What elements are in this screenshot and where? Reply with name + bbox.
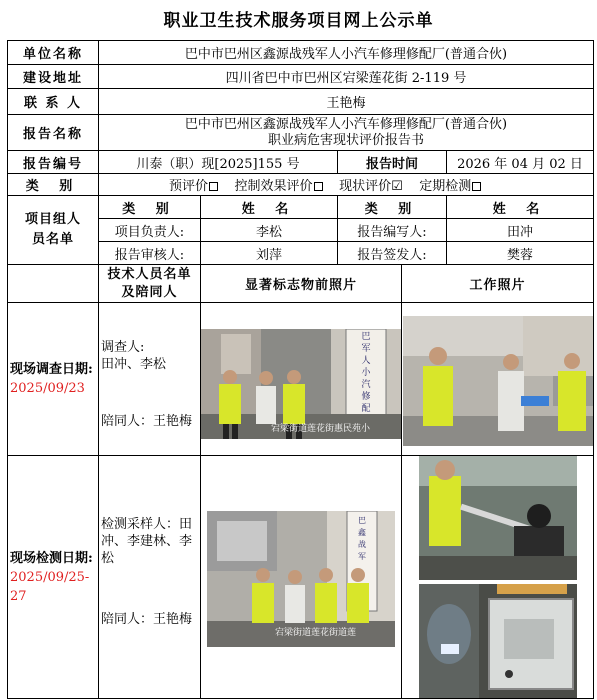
category-options xyxy=(99,174,594,196)
regular-check-checkbox[interactable] xyxy=(472,182,481,191)
detection-date-label: 现场检测日期: xyxy=(10,550,93,566)
svg-text:鑫: 鑫 xyxy=(358,528,366,537)
pre-eval-option[interactable] xyxy=(169,179,218,194)
svg-text:修: 修 xyxy=(361,392,371,402)
project-leader-label: 项目负责人: xyxy=(99,219,201,242)
survey-work-photo xyxy=(403,316,593,446)
regular-check-label: 定期检测 xyxy=(419,179,472,194)
survey-photo-caption: 宕梁街道莲花街惠民苑小 xyxy=(271,424,371,434)
svg-text:配: 配 xyxy=(361,404,371,414)
report-name-value xyxy=(99,115,594,151)
report-number-value: 川泰（职）现[2025]155 号 xyxy=(99,151,338,174)
detection-date-value: 2025/09/25-27 xyxy=(10,569,90,604)
survey-date-cell xyxy=(8,303,99,456)
report-reviewer-name: 刘萍 xyxy=(201,242,338,265)
report-writer-label: 报告编写人: xyxy=(338,219,447,242)
detection-landmark-photo-cell xyxy=(201,456,402,699)
survey-date-value: 2025/09/23 xyxy=(10,381,85,396)
survey-date-label: 现场调查日期: xyxy=(10,362,93,377)
detection-work-photo-cell xyxy=(402,456,594,699)
detection-date-cell xyxy=(8,456,99,699)
work-photo-header: 工作照片 xyxy=(402,265,594,303)
team-col-name-2: 姓 名 xyxy=(447,196,594,219)
detection-work-photo-2 xyxy=(419,584,577,698)
control-eval-option[interactable] xyxy=(235,179,323,194)
control-eval-checkbox[interactable] xyxy=(314,182,323,191)
team-col-category-2: 类 别 xyxy=(338,196,447,219)
pre-eval-checkbox[interactable] xyxy=(209,182,218,191)
team-col-category-1: 类 别 xyxy=(99,196,201,219)
svg-text:人: 人 xyxy=(361,356,371,366)
report-writer-name: 田冲 xyxy=(447,219,594,242)
report-issuer-label: 报告签发人: xyxy=(338,242,447,265)
detection-work-photo-1 xyxy=(419,456,577,580)
svg-text:战: 战 xyxy=(358,540,366,549)
detection-staff-cell xyxy=(99,456,201,699)
report-reviewer-label: 报告审核人: xyxy=(99,242,201,265)
report-name-line1: 巴中市巴州区鑫源战残军人小汽车修理修配厂(普通合伙) xyxy=(184,116,508,132)
notice-table xyxy=(7,40,594,699)
svg-text:军: 军 xyxy=(361,344,371,354)
survey-companion: 陪同人：王艳梅 xyxy=(101,414,193,429)
detection-photo-caption: 宕梁街道莲花街道莲 xyxy=(275,628,357,638)
contact-label: 联 系 人 xyxy=(8,89,99,115)
svg-text:巴: 巴 xyxy=(361,332,371,342)
pre-eval-label: 预评价 xyxy=(169,179,209,194)
survey-landmark-photo-cell xyxy=(201,303,402,456)
team-col-name-1: 姓 名 xyxy=(201,196,338,219)
control-eval-label: 控制效果评价 xyxy=(234,179,313,194)
page-title: 职业卫生技术服务项目网上公示单 xyxy=(163,11,434,31)
survey-staff-cell xyxy=(99,303,201,456)
status-eval-label: 现状评价 xyxy=(339,179,392,194)
samplers-names: 检测采样人：田冲、李建林、李松 xyxy=(101,517,193,566)
svg-text:军: 军 xyxy=(358,552,366,561)
report-number-label: 报告编号 xyxy=(8,151,99,174)
svg-text:汽: 汽 xyxy=(361,380,371,390)
address-value: 四川省巴中市巴州区宕梁莲花街 2-119 号 xyxy=(99,65,594,89)
staff-header: 技术人员名单及陪同人 xyxy=(99,265,201,303)
regular-check-option[interactable] xyxy=(419,179,481,194)
report-name-line2: 职业病危害现状评价报告书 xyxy=(267,132,424,148)
survey-work-photo-cell xyxy=(402,303,594,456)
contact-value: 王艳梅 xyxy=(99,89,594,115)
svg-text:小: 小 xyxy=(361,368,371,378)
team-group-label: 项目组人员名单 xyxy=(8,196,99,265)
category-label: 类 别 xyxy=(8,174,99,196)
detection-companion: 陪同人：王艳梅 xyxy=(101,612,193,627)
landmark-photo-header: 显著标志物前照片 xyxy=(201,265,402,303)
investigators-names: 田冲、李松 xyxy=(101,357,167,372)
unit-name-value: 巴中市巴州区鑫源战残军人小汽车修理修配厂(普通合伙) xyxy=(99,41,594,65)
status-eval-option[interactable] xyxy=(339,179,403,194)
photos-header-blank xyxy=(8,265,99,303)
report-time-label: 报告时间 xyxy=(338,151,447,174)
unit-name-label: 单位名称 xyxy=(8,41,99,65)
svg-text:巴: 巴 xyxy=(358,516,366,525)
report-name-label: 报告名称 xyxy=(8,115,99,151)
report-issuer-name: 樊蓉 xyxy=(447,242,594,265)
investigators-label: 调查人: xyxy=(101,340,145,355)
project-leader-name: 李松 xyxy=(201,219,338,242)
address-label: 建设地址 xyxy=(8,65,99,89)
report-time-value: 2026 年 04 月 02 日 xyxy=(447,151,594,174)
status-eval-checkbox[interactable]: ☑ xyxy=(391,179,403,194)
